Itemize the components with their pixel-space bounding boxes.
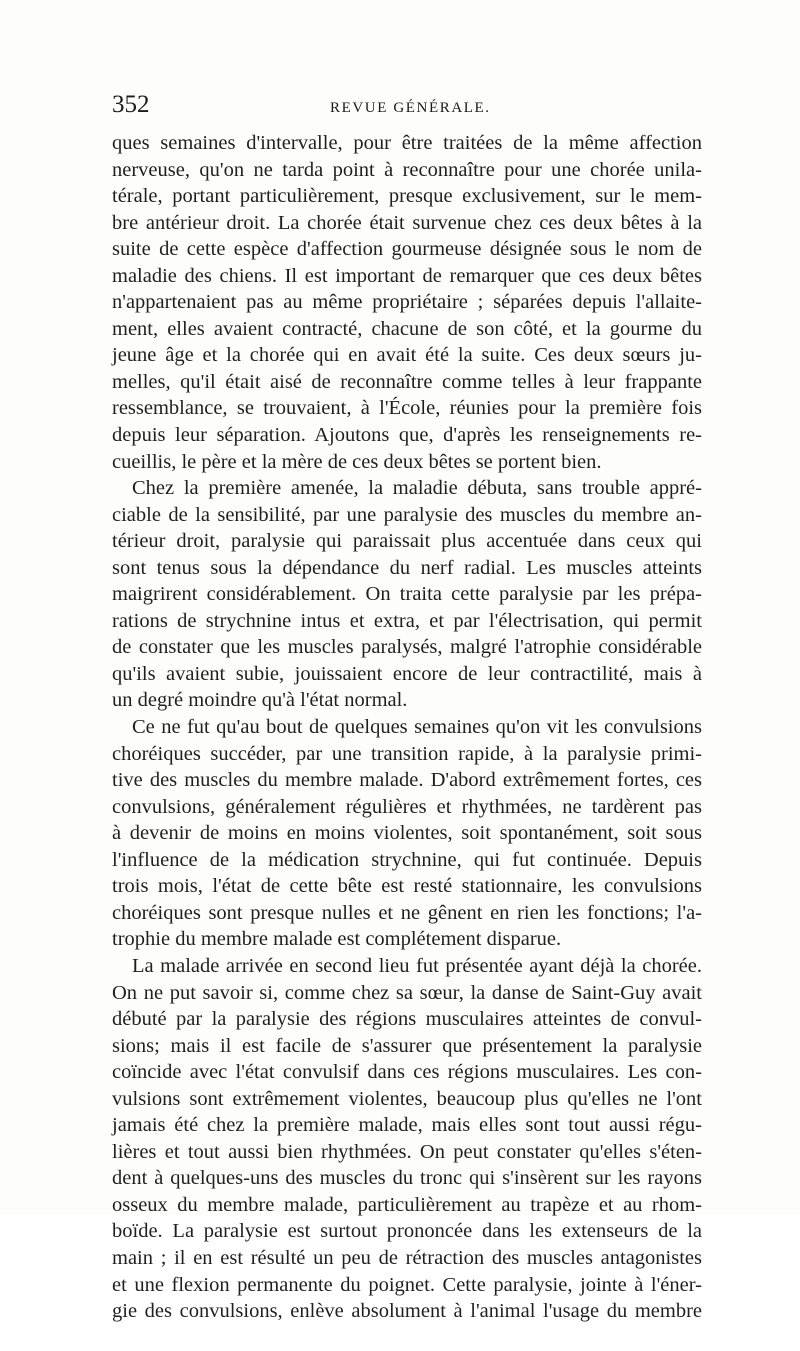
text-line: melles, qu'il était aisé de reconnaître comme telles à leur frappante	[112, 370, 702, 393]
text-line: main ; il en est résulté un peu de rétraction des muscles antagonistes	[112, 1246, 702, 1269]
text-line: débuté par la paralysie des régions musculaires atteintes de convul-	[112, 1008, 702, 1031]
text-line: jamais été chez la première malade, mais elles sont tout aussi régu-	[112, 1114, 702, 1137]
text-line: ciable de la sensibilité, par une paralysie des muscles du membre an-	[112, 503, 702, 526]
text-line: cueillis, le père et la mère de ces deux bêtes se portent bien.	[112, 450, 602, 473]
running-head	[112, 90, 702, 124]
text-line: depuis leur séparation. Ajoutons que, d'après les renseignements re-	[112, 424, 702, 447]
text-line: lières et tout aussi bien rhythmées. On peut constater qu'elles s'éten-	[112, 1140, 702, 1163]
text-line: tive des muscles du membre malade. D'abord extrêmement fortes, ces	[112, 769, 702, 792]
text-line: ment, elles avaient contracté, chacune de son côté, et la gourme du	[112, 317, 702, 340]
text-line: l'influence de la médication strychnine, qui fut continuée. Depuis	[112, 848, 702, 871]
text-line: à devenir de moins en moins violentes, soit spontanément, soit sous	[112, 822, 702, 845]
text-line: convulsions, généralement régulières et rhythmées, ne tardèrent pas	[112, 795, 702, 818]
running-title: REVUE GÉNÉRALE.	[330, 100, 491, 116]
text-line: de constater que les muscles paralysés, malgré l'atrophie considérable	[112, 636, 702, 659]
paragraph-start-line: La malade arrivée en second lieu fut présentée ayant déjà la chorée.	[132, 954, 702, 977]
text-line: sions; mais il est facile de s'assurer que présentement la paralysie	[112, 1034, 702, 1057]
paragraph-start-line: Chez la première amenée, la maladie débuta, sans trouble appré-	[132, 477, 702, 500]
text-line: un degré moindre qu'à l'état normal.	[112, 689, 408, 712]
text-line: coïncide avec l'état convulsif dans ces régions musculaires. Les con-	[112, 1061, 702, 1084]
text-line: On ne put savoir si, comme chez sa sœur, la danse de Saint-Guy avait	[112, 981, 702, 1004]
text-line: ques semaines d'intervalle, pour être traitées de la même affection	[112, 132, 702, 154]
text-line: qu'ils avaient subie, jouissaient encore de leur contractilité, mais à	[112, 662, 702, 685]
text-line: térale, portant particulièrement, presque exclusivement, sur le mem-	[112, 185, 702, 208]
text-line: jeune âge et la chorée qui en avait été la suite. Ces deux sœurs ju-	[112, 344, 702, 367]
text-line: choréiques succéder, par une transition rapide, à la paralysie primi-	[112, 742, 702, 765]
text-line: maigrirent considérablement. On traita cette paralysie par les prépa-	[112, 583, 702, 606]
text-line: ressemblance, se trouvaient, à l'École, réunies pour la première fois	[112, 397, 702, 420]
text-line: rations de strychnine intus et extra, et par l'électrisation, qui permit	[112, 609, 702, 632]
text-line: choréiques sont presque nulles et ne gênent en rien les fonctions; l'a-	[112, 901, 702, 924]
text-line: boïde. La paralysie est surtout prononcée dans les extenseurs de la	[112, 1220, 702, 1243]
page-number: 352	[112, 91, 150, 118]
text-line: bre antérieur droit. La chorée était survenue chez ces deux bêtes à la	[112, 211, 702, 234]
text-line: dent à quelques-uns des muscles du tronc qui s'insèrent sur les rayons	[112, 1167, 702, 1190]
text-line: trois mois, l'état de cette bête est resté stationnaire, les convulsions	[112, 875, 702, 898]
text-line: maladie des chiens. Il est important de remarquer que ces deux bêtes	[112, 264, 702, 287]
text-line: gie des convulsions, enlève absolument à l'animal l'usage du membre	[112, 1300, 702, 1323]
text-line: trophie du membre malade est complétement disparue.	[112, 928, 562, 951]
text-line: n'appartenaient pas au même propriétaire ; séparées depuis l'allaite-	[112, 291, 702, 314]
text-line: suite de cette espèce d'affection gourmeuse désignée sous le nom de	[112, 238, 702, 261]
text-line: vulsions sont extrêmement violentes, beaucoup plus qu'elles ne l'ont	[112, 1087, 702, 1110]
text-line: nerveuse, qu'on ne tarda point à reconnaître pour une chorée unila-	[112, 158, 702, 181]
text-line	[112, 1325, 702, 1351]
text-line: térieur droit, paralysie qui paraissait plus accentuée dans ceux qui	[112, 530, 702, 553]
paragraph-start-line: Ce ne fut qu'au bout de quelques semaines qu'on vit les convulsions	[132, 716, 702, 739]
text-line: et une flexion permanente du poignet. Cette paralysie, jointe à l'éner-	[112, 1273, 702, 1296]
text-line: osseux du membre malade, particulièrement au trapèze et au rhom-	[112, 1193, 702, 1216]
body-text	[112, 130, 702, 1351]
text-line: sont tenus sous la dépendance du nerf radial. Les muscles atteints	[112, 556, 702, 579]
